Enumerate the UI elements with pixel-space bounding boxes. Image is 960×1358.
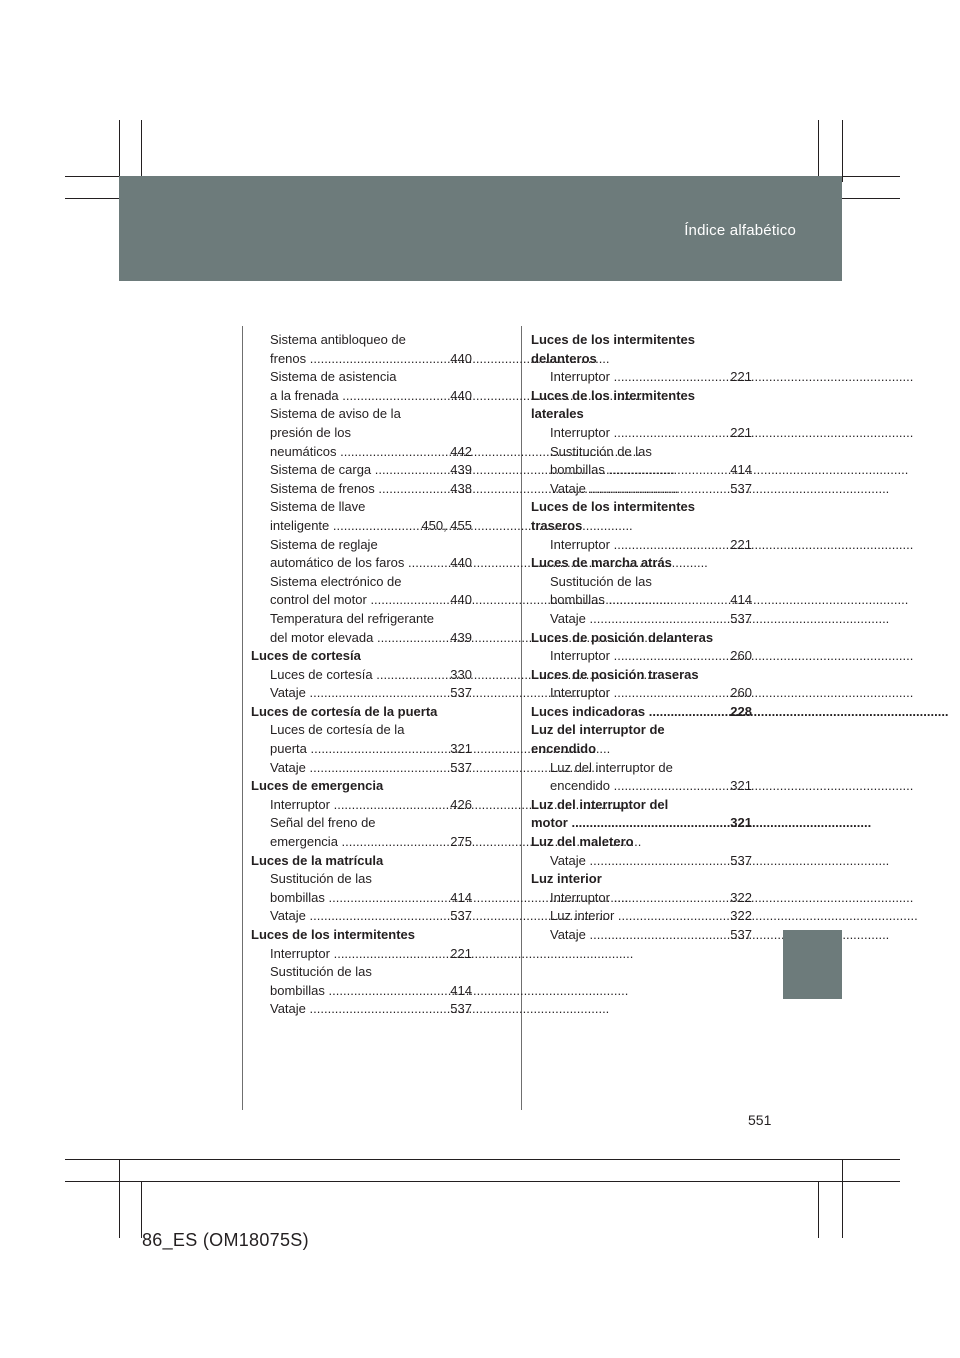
index-heading <box>531 331 752 368</box>
entry-text: inteligente ..... <box>280 517 430 536</box>
entry-text: Vataje ..... <box>280 759 459 778</box>
entry-text: Sistema de reglaje <box>270 536 378 552</box>
thumb-index-tab <box>783 930 842 999</box>
crop-mark <box>141 120 142 182</box>
page-reference[interactable]: 221 <box>730 424 752 440</box>
page-reference[interactable]: 426 <box>450 796 472 812</box>
entry-text: Interruptor ..... <box>280 945 459 964</box>
leader-row <box>270 443 472 462</box>
page-reference[interactable]: 321 <box>730 815 752 831</box>
entry-text: Interruptor ..... <box>560 889 739 908</box>
entry-text: traseros <box>531 517 583 533</box>
entry-text: motor ..... <box>541 814 739 833</box>
entry-text: Luces de cortesía <box>251 648 361 664</box>
leader-row <box>270 1000 472 1019</box>
leader-row <box>270 759 472 778</box>
index-subentry <box>531 852 752 871</box>
entry-text: Vataje ..... <box>280 684 459 703</box>
entry-text: emergencia ..... <box>280 833 459 852</box>
crop-mark <box>119 120 120 182</box>
leader-row <box>270 350 472 369</box>
leader-row <box>550 591 752 610</box>
entry-text: puerta ..... <box>280 740 459 759</box>
page-reference[interactable]: 442 <box>450 443 472 459</box>
page-reference[interactable]: 275 <box>450 834 472 850</box>
entry-text: bombillas ..... <box>560 461 739 480</box>
index-column-left <box>251 331 472 1019</box>
entry-text: Sustitución de las <box>270 964 372 980</box>
index-subentry <box>251 498 472 535</box>
crop-mark <box>65 1159 900 1160</box>
index-subentry <box>251 945 472 964</box>
index-subentry <box>251 368 472 405</box>
entry-text: presión de los <box>270 424 351 440</box>
crop-mark <box>842 120 843 182</box>
page-reference[interactable]: 537 <box>730 610 752 626</box>
index-heading <box>251 777 472 796</box>
entry-text: frenos ..... <box>280 350 459 369</box>
entry-text: delanteros <box>531 350 597 366</box>
entry-text: bombillas ..... <box>280 889 459 908</box>
entry-text: bombillas ..... <box>560 591 739 610</box>
entry-text: Luces de los intermitentes <box>531 332 695 347</box>
leader-row <box>270 945 472 964</box>
document-code: 86_ES (OM18075S) <box>142 1230 309 1250</box>
index-subentry <box>531 759 752 796</box>
leader-row <box>550 926 752 945</box>
entry-text: Luz del interruptor de <box>531 722 665 738</box>
index-subentry <box>531 536 752 555</box>
page-reference[interactable]: 439 <box>450 462 472 478</box>
leader-row <box>550 777 752 796</box>
index-heading <box>531 721 752 758</box>
page-reference[interactable]: 260 <box>730 685 752 701</box>
page-reference[interactable]: 221 <box>730 369 752 385</box>
page-reference[interactable]: 221 <box>730 536 752 552</box>
leader-row <box>550 536 752 555</box>
leader-row <box>270 461 472 480</box>
entry-text: Luces de los intermitentes <box>251 927 415 942</box>
entry-text: automático de los faros ..... <box>280 554 459 573</box>
index-subentry <box>251 759 472 778</box>
leader-row <box>270 796 472 815</box>
index-heading <box>251 926 472 945</box>
crop-mark <box>119 1159 120 1238</box>
page-reference[interactable]: 439 <box>450 629 472 645</box>
entry-text: Luces de cortesía de la <box>270 722 405 738</box>
index-subentry <box>531 647 752 666</box>
entry-text: Interruptor ..... <box>560 647 739 666</box>
page-reference[interactable]: 414 <box>730 592 752 608</box>
page-reference[interactable]: 414 <box>730 462 752 478</box>
page-reference[interactable]: 321 <box>450 741 472 757</box>
crop-mark <box>818 120 819 182</box>
index-subentry <box>251 573 472 610</box>
leader-row <box>550 889 752 908</box>
entry-text: Sistema de aviso de la <box>270 406 401 422</box>
index-subentry <box>251 963 472 1000</box>
index-subentry <box>251 721 472 758</box>
leader-row <box>270 833 472 852</box>
page-reference[interactable]: 537 <box>730 852 752 868</box>
page-reference[interactable]: 322 <box>730 908 752 924</box>
leader-row <box>550 368 752 387</box>
page-reference[interactable]: 537 <box>450 1001 472 1017</box>
index-heading <box>251 703 472 722</box>
index-subentry <box>531 573 752 610</box>
leader-row <box>550 684 752 703</box>
entry-text: Sistema de llave <box>270 499 366 515</box>
index-subentry <box>251 536 472 573</box>
leader-row <box>550 907 752 926</box>
index-heading <box>531 498 752 535</box>
page-reference[interactable]: 440 <box>450 555 472 571</box>
index-subentry <box>251 461 472 480</box>
leader-row <box>550 461 752 480</box>
index-subentry <box>251 1000 472 1019</box>
leader-row <box>550 852 752 871</box>
page-reference[interactable]: 221 <box>450 945 472 961</box>
index-heading <box>251 647 472 666</box>
leader-row <box>550 480 752 499</box>
crop-mark <box>818 1181 819 1238</box>
index-subentry <box>251 684 472 703</box>
entry-text: Luces de cortesía ..... <box>280 666 459 685</box>
index-subentry <box>531 684 752 703</box>
entry-text: Luz del maletero <box>531 834 634 850</box>
leader-row <box>270 982 472 1001</box>
page-reference[interactable]: 440 <box>450 592 472 608</box>
page-reference[interactable]: 414 <box>450 889 472 905</box>
entry-text: Luz interior <box>531 871 602 887</box>
index-heading <box>531 703 752 722</box>
entry-text: Luces indicadoras ..... <box>541 703 739 722</box>
entry-text: Vataje ..... <box>280 907 459 926</box>
index-subentry <box>531 480 752 499</box>
index-heading <box>251 852 472 871</box>
entry-text: Interruptor ..... <box>560 684 739 703</box>
entry-text: bombillas ..... <box>280 982 459 1001</box>
leader-row <box>270 740 472 759</box>
leader-row <box>531 703 752 722</box>
leader-row <box>270 480 472 499</box>
crop-mark <box>65 1181 900 1182</box>
leader-row <box>550 610 752 629</box>
leader-row <box>531 814 752 833</box>
index-subentry <box>251 870 472 907</box>
index-subentry <box>251 666 472 685</box>
entry-text: Luces de los intermitentes <box>531 499 695 515</box>
entry-text: Sistema electrónico de <box>270 573 402 589</box>
entry-text: Sistema de frenos ..... <box>280 480 459 499</box>
leader-row <box>270 554 472 573</box>
page-reference[interactable]: 260 <box>730 648 752 664</box>
page-reference[interactable]: 440 <box>450 387 472 403</box>
entry-text: Interruptor ..... <box>560 368 739 387</box>
entry-text: Sustitución de las <box>270 871 372 887</box>
entry-text: Vataje ..... <box>560 926 739 945</box>
page-reference[interactable]: 414 <box>450 982 472 998</box>
entry-text: Interruptor ..... <box>560 424 739 443</box>
entry-text: laterales <box>531 406 584 422</box>
entry-text: Luces de la matrícula <box>251 852 384 868</box>
index-subentry <box>531 443 752 480</box>
entry-text: Vataje ..... <box>280 1000 459 1019</box>
entry-text: Luz interior ..... <box>560 907 739 926</box>
index-subentry <box>251 814 472 851</box>
page-reference[interactable]: 330 <box>450 666 472 682</box>
page-reference[interactable]: 321 <box>730 778 752 794</box>
index-heading <box>531 796 752 833</box>
index-heading <box>531 387 752 424</box>
page-number: 551 <box>748 1112 772 1128</box>
index-heading <box>531 666 752 685</box>
leader-row <box>270 889 472 908</box>
header-band <box>119 176 842 281</box>
leader-row <box>270 907 472 926</box>
leader-row <box>270 666 472 685</box>
entry-text: Luces de marcha atrás <box>531 555 672 571</box>
entry-text: Temperatura del refrigerante <box>270 610 435 626</box>
index-subentry <box>531 368 752 387</box>
index-subentry <box>251 405 472 461</box>
page-reference[interactable]: 537 <box>730 480 752 496</box>
index-subentry <box>531 889 752 908</box>
leader-row <box>270 591 472 610</box>
page-reference[interactable]: 537 <box>450 759 472 775</box>
entry-text: a la frenada ..... <box>280 387 459 406</box>
index-subentry <box>251 610 472 647</box>
entry-text: Luz del interruptor de <box>550 759 673 775</box>
entry-text: Luces de posición traseras <box>531 666 699 682</box>
index-subentry <box>251 796 472 815</box>
crop-mark <box>842 1159 843 1238</box>
entry-text: encendido <box>531 741 597 757</box>
page-reference[interactable]: 537 <box>450 685 472 701</box>
entry-text: Señal del freno de <box>270 815 376 831</box>
index-subentry <box>531 926 752 945</box>
entry-text: Sistema antibloqueo de <box>270 332 406 347</box>
index-subentry <box>251 480 472 499</box>
entry-text: Interruptor ..... <box>560 536 739 555</box>
page-reference[interactable]: 438 <box>450 480 472 496</box>
entry-text: Luces de cortesía de la puerta <box>251 703 438 719</box>
index-heading <box>531 833 752 852</box>
index-heading <box>531 870 752 889</box>
entry-text: Sistema de asistencia <box>270 369 397 385</box>
index-heading <box>531 629 752 648</box>
entry-text: Vataje ..... <box>560 480 739 499</box>
page-reference[interactable]: 228 <box>730 703 752 719</box>
entry-text: Luces de los intermitentes <box>531 387 695 403</box>
index-column-right <box>531 331 752 945</box>
page-reference[interactable]: 537 <box>730 927 752 942</box>
entry-text: encendido ..... <box>560 777 739 796</box>
column-divider <box>242 326 243 1110</box>
page-reference[interactable]: 440 <box>450 350 472 366</box>
entry-text: Sustitución de las <box>550 573 652 589</box>
index-subentry <box>531 424 752 443</box>
entry-text: Vataje ..... <box>560 610 739 629</box>
leader-row <box>270 629 472 648</box>
index-subentry <box>251 331 472 368</box>
entry-text: neumáticos ..... <box>280 443 459 462</box>
entry-text: Luces de emergencia <box>251 778 384 794</box>
entry-text: Luz del interruptor del <box>531 796 669 812</box>
leader-row <box>270 387 472 406</box>
page-reference[interactable]: 537 <box>450 908 472 924</box>
leader-row <box>550 424 752 443</box>
entry-text: Interruptor ..... <box>280 796 459 815</box>
entry-text: Luces de posición delanteras <box>531 629 714 645</box>
entry-text: del motor elevada ..... <box>280 629 459 648</box>
index-subentry <box>531 610 752 629</box>
section-title: Índice alfabético <box>684 222 796 239</box>
leader-row <box>270 517 472 536</box>
index-subentry <box>531 907 752 926</box>
leader-row <box>550 647 752 666</box>
page-reference[interactable]: 322 <box>730 889 752 905</box>
entry-text: control del motor ..... <box>280 591 459 610</box>
entry-text: Sistema de carga ..... <box>280 461 459 480</box>
entry-text: Vataje ..... <box>560 852 739 871</box>
page-reference[interactable]: 450, 455 <box>421 517 472 533</box>
index-subentry <box>251 907 472 926</box>
leader-row <box>270 684 472 703</box>
index-heading <box>531 554 752 573</box>
entry-text: Sustitución de las <box>550 443 652 459</box>
